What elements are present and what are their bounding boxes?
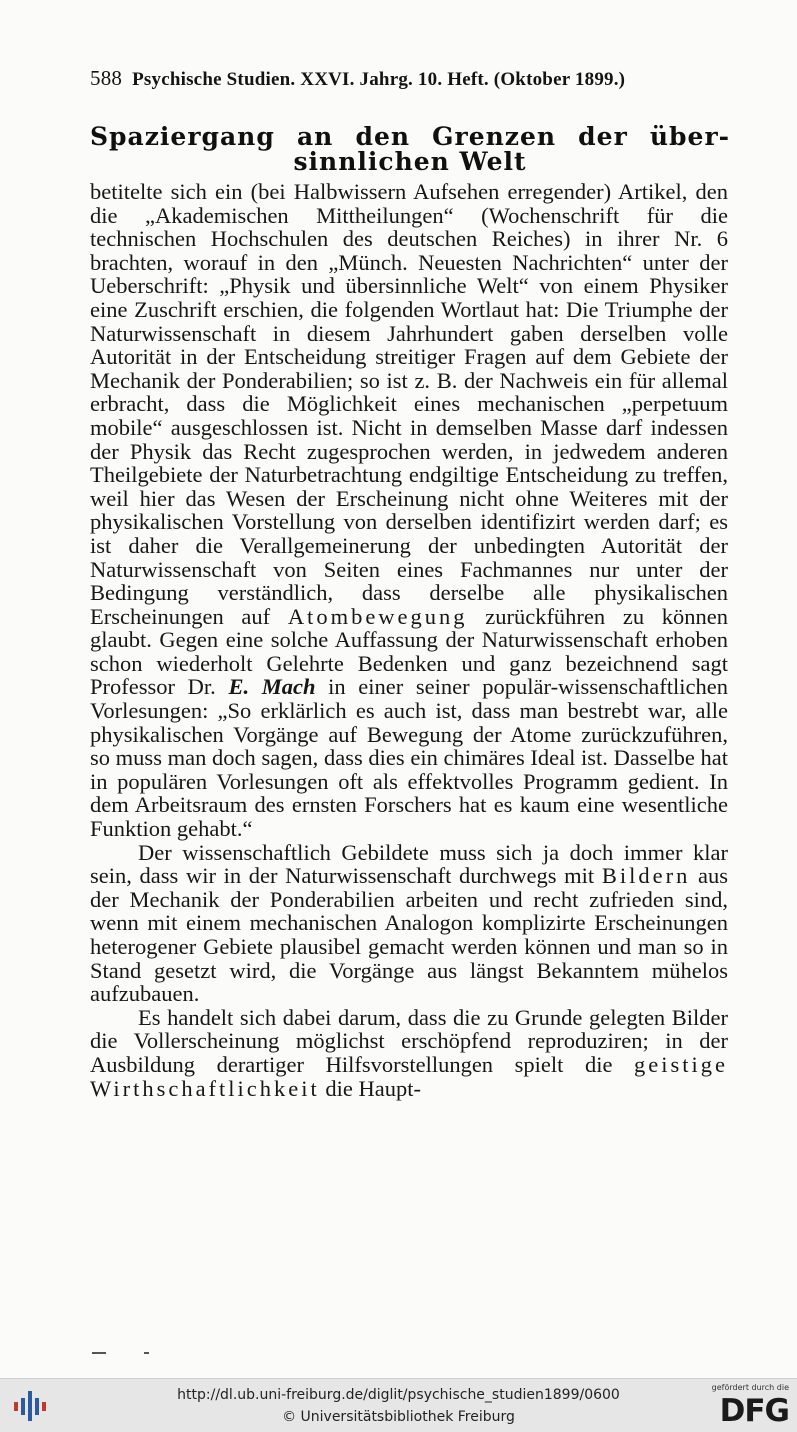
article-title-line-2: sinnlichen Welt [293,147,527,176]
paragraph-1 [90,180,728,841]
dfg-logo-text: DFG [719,1393,789,1429]
dfg-funder-logo [703,1383,789,1429]
author-name-mach: E. Mach [228,674,316,700]
paragraph-1-text-b: zurückführen zu können glaubt. Gegen eine solche Auffassung der Naturwissenschaft erhoben schon wiederholt Gelehrte Bedenken und ganz bezeichnend sagt Professor Dr. [90,603,729,700]
copyright-notice: © Universitätsbibliothek Freiburg [282,1409,515,1425]
page-number: 588 [90,66,123,90]
running-title: Psychische Studien. XXVI. Jahrg. 10. Heft. (Oktober 1899.) [132,69,626,90]
spaced-word-bildern: Bildern [601,863,691,889]
paragraph-3 [90,1006,728,1100]
paragraph-1-text-c: in einer seiner populär-wissenschaftlichen Vorlesungen: „So erklärlich es auch ist, dass man bestrebt war, alle physikalischen Vorgänge auf Bewegung der Atome zurückzuführen, so muss man doch sagen, dass dies ein chimäres Ideal ist. Dasselbe hat in populären Vorlesungen oft als effektvolles Programm gedient. In dem Arbeitsraum des ernsten Forschers hat es kaum eine wesentliche Funktion gehabt.“ [90,674,729,842]
article-title [90,124,730,174]
paragraph-2-text-b: aus der Mechanik der Ponderabilien arbeiten und recht zufrieden sind, wenn mit einem mechanischen Analogon komplizirte Erscheinungen heterogener Gebiete plausibel gemacht werden können und man so in Stand gesetzt wird, die Vorgänge aus längst Bekanntem mühelos aufzubauen. [90,863,728,1007]
paragraph-3-text-a: Es handelt sich dabei darum, dass die zu Grunde gelegten Bilder die Vollerscheinung möglichst erschöpfend reproduziren; in der Ausbildung derartiger Hilfsvorstellungen spielt die [90,1004,728,1077]
permalink-url[interactable]: http://dl.ub.uni-freiburg.de/diglit/psychische_studien1899/0600 [177,1387,620,1403]
paragraph-2-text-a: Der wissenschaftlich Gebildete muss sich ja doch immer klar sein, dass wir in der Naturwissenschaft durchwegs mit [90,839,728,889]
signature-marks [92,1352,152,1355]
spaced-word-atombewegung: Atombewegung [287,603,468,629]
body-text [90,180,728,1100]
digitization-footer [0,1378,797,1432]
paragraph-2 [90,841,728,1006]
article-title-line-1: Spaziergang an den Grenzen der über- [90,122,730,151]
paragraph-3-text-b: die Haupt- [319,1075,422,1101]
running-head [90,66,730,91]
funder-note: gefördert durch die [711,1383,789,1392]
paragraph-1-text-a: betitelte sich ein (bei Halbwissern Aufsehen erregender) Artikel, den die „Akademischen Mittheilungen“ (Wochenschrift für die technischen Hochschulen des deutschen Reiches) in ihrer Nr. 6 brachten, worauf in den „Münch. Neuesten Nachrichten“ unter der Ueberschrift: „Physik und übersinnliche Welt“ von einem Physiker eine Zuschrift erschien, die folgenden Wortlaut hat: Die Triumphe der Naturwissenschaft in diesem Jahrhundert gaben derselben volle Autorität in der Entscheidung streitiger Fragen auf dem Gebiete der Mechanik der Ponderabilien; so ist z. B. der Nachweis ein für allemal erbracht, dass die Möglichkeit eines mechanischen „perpetuum mobile“ ausgeschlossen ist. Nicht in demselben Masse darf indessen der Physik das Recht zugesprochen werden, in jedwedem anderen Theilgebiete der Naturbetrachtung endgiltige Entscheidung zu treffen, weil hier das Wesen der Erscheinung nicht ohne Weiteres mit der physikalischen Vorstellung von derselben identifizirt werden darf; es ist daher die Verallgemeinerung der unbedingten Autorität der Naturwissenschaft von Seiten eines Fachmannes nur unter der Bedingung verständlich, dass derselbe alle physikalischen Erscheinungen auf [90,179,728,629]
spaced-phrase-geistige-wirthschaftlichkeit: geistige Wirthschaftlichkeit [90,1051,728,1101]
